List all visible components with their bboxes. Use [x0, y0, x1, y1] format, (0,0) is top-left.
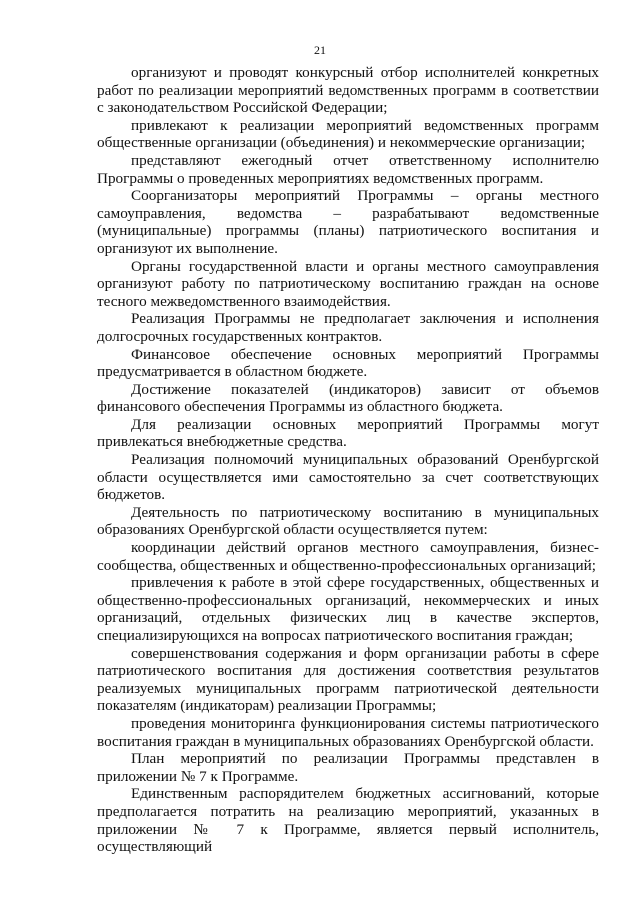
paragraph: Реализация полномочий муниципальных образований Оренбургской области осуществляется ими самостоятельно за счет соответствующих бюджетов. — [97, 451, 599, 504]
paragraph: Соорганизаторы мероприятий Программы – органы местного самоуправления, ведомства – разрабатывают ведомственные (муниципальные) программы (планы) патриотического воспитания и организуют их выполнение. — [97, 187, 599, 257]
paragraph: Единственным распорядителем бюджетных ассигнований, которые предполагается потратить на реализацию мероприятий, указанных в приложении № 7 к Программе, является первый исполнитель, осуществляющий — [97, 785, 599, 856]
paragraph: Органы государственной власти и органы местного самоуправления организуют работу по патриотическому воспитанию граждан на основе тесного межведомственного взаимодействия. — [97, 257, 599, 310]
paragraph: координации действий органов местного самоуправления, бизнес-сообщества, общественных и общественно-профессиональных организаций; — [97, 539, 599, 574]
paragraph: проведения мониторинга функционирования системы патриотического воспитания граждан в муниципальных образованиях Оренбургской области. — [97, 714, 599, 750]
body-text — [97, 64, 599, 856]
paragraph: Финансовое обеспечение основных мероприятий Программы предусматривается в областном бюджете. — [97, 345, 599, 381]
paragraph: План мероприятий по реализации Программы представлен в приложении № 7 к Программе. — [97, 750, 599, 785]
page-number: 21 — [314, 43, 326, 57]
paragraph: Достижение показателей (индикаторов) зависит от объемов финансового обеспечения Программы из областного бюджета. — [97, 380, 599, 416]
paragraph: Реализация Программы не предполагает заключения и исполнения долгосрочных государственных контрактов. — [97, 310, 599, 345]
paragraph: совершенствования содержания и форм организации работы в сфере патриотического воспитания для достижения соответствия результатов реализуемых муниципальных программ патриотической деятельности показателям (индикаторам) реализации Программы; — [97, 644, 599, 715]
paragraph: представляют ежегодный отчет ответственному исполнителю Программы о проведенных мероприятиях ведомственных программ. — [97, 151, 599, 187]
paragraph: Для реализации основных мероприятий Программы могут привлекаться внебюджетные средства. — [97, 415, 599, 451]
paragraph: привлечения к работе в этой сфере государственных, общественных и общественно-профессиональных организаций, некоммерческих и иных организаций, отдельных физических лиц в качестве экспертов, специализирующихся на вопросах патриотического воспитания граждан; — [97, 574, 599, 644]
paragraph: привлекают к реализации мероприятий ведомственных программ общественные организации (объединения) и некоммерческие организации; — [97, 116, 599, 152]
paragraph: организуют и проводят конкурсный отбор исполнителей конкретных работ по реализации мероприятий ведомственных программ в соответствии с законодательством Российской Федерации; — [97, 64, 599, 117]
paragraph: Деятельность по патриотическому воспитанию в муниципальных образованиях Оренбургской области осуществляется путем: — [97, 503, 599, 539]
